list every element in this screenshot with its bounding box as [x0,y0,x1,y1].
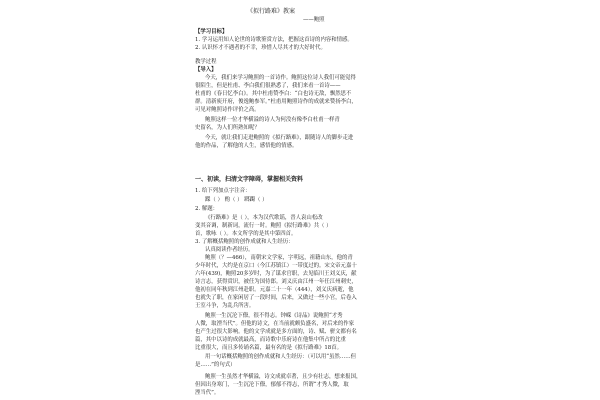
process-heading: 教学过程 [195,59,217,65]
intro-p1-line: 杜甫的《春日忆李白》。其中杜甫赞李白：“白也诗无敌，飘然思不 [195,91,352,97]
bio2-line: 篇，其中以诗的成就最高，而诗歌中乐府诗在他集中所占的比重 [195,337,346,343]
question-1-items: 蹀（ ） 酌（ ） 踯躅（ ） [205,197,268,203]
question-3-sub: 认真阅读作者经历。 [205,247,254,253]
goal-1: 1. 学习运用知人论世的诗歌鉴赏方法，把握这首诗的内容和情感。 [195,37,353,43]
question-2-line: 变其音调，制新词，流行一时。鲍照《拟行路难》共（ ） [195,223,332,229]
summary-line: 湮当代”。 [195,390,220,396]
intro-p1-line: 可见对鲍照诗作评价之高。 [195,107,260,113]
bio-task-line: 用一句话概括鲍照的创作成就和人生经历：（可以用“虽然……但 [205,354,356,360]
bio-line: 诗言志，获得赏识，被任为国侍郎。刘义庆由江州一年任江州刺史， [195,279,357,285]
intro-p2-line: 史留名，为人们所熟知呢？ [195,125,260,131]
summary-line: 鲍照一生虽然才华横溢，诗文成就卓著，且少有壮志，想来报国， [205,374,362,380]
bio-line: 也就失了职，在家闲居了一段时间，后来，又做过一些小官，后卷入 [195,295,357,301]
intro-p1-line: 今天，我们来学习鲍照的一首诗作。鲍照这位诗人我们可能觉得 [205,75,356,81]
bio-line: 六年(439)，鲍照20多岁时，为了谋求官职，去见临川王刘义庆，献 [195,271,357,277]
goal-2: 2. 认识怀才不遇者的不幸，珍惜人尽其才的大好时代。 [195,45,326,51]
document-page [195,6,425,398]
bio-task-line: 是……”的句式） [195,362,236,368]
bio-line: 少年时代，大约是在京口（今江苏镇江）一带度过的。宋文帝元嘉十 [195,263,357,269]
doc-author: ——鲍照 [303,17,325,23]
intro-p3-line: 他的作品，了解他的人生，感悟他的情感。 [195,143,298,149]
bio-line: 他初在同年秋到江州赴职。元嘉二十一年（444），刘义庆病逝，他 [195,287,354,293]
intro-p1-line: 群。清新庾开府，俊逸鲍参军。”杜甫用鲍照诗作的成就来赞扬李白， [195,99,357,105]
question-2-line: 首，歌咏（ ）。本文所学的是其中第四首。 [195,231,297,237]
section1-heading: 一、初读，扫清文字障碍，掌握相关资料 [195,176,304,183]
intro-heading: 【导入】 [195,67,217,73]
intro-p2-line: 鲍照这样一位才华横溢的诗人为何没有像李白杜甫一样青 [205,117,340,123]
question-1: 1. 给下列加点字注音： [195,188,251,194]
bio-line: 鲍照（？—466），南朝宋文学家，字明远，祖籍山东，他的青 [205,255,353,261]
goals-heading: 【学习目标】 [195,29,228,35]
bio-line: 王室斗争，为乱兵所害。 [195,303,255,309]
bio2-line: 也产生过很大影响。他的文学成就是多方面的，诗、赋、骈文都有名 [195,329,357,335]
intro-p3-line: 今天，就让我们走进鲍照的《拟行路难》，跟随诗人的脚步走进 [205,135,354,141]
question-3: 3. 了解概括鲍照的创作成就和人生经历： [195,239,294,245]
summary-line: 但因出身寒门，一生沉沦下僚，郁郁不得志，所谓“才秀人微，取 [195,382,349,388]
question-2-line: 《行路难》是（ ），本为汉代歌谣，晋人袁山松改 [205,215,323,221]
bio2-line: 人微，取湮当代”。但他的诗文，在当前就颇负盛名，对后来的作家 [195,321,355,327]
doc-title: 《拟行路难》教案 [247,8,296,15]
bio2-line: 比重很大，而且多传诵名篇，最有名的是《拟行路难》18首。 [195,345,343,351]
intro-p1-line: 很陌生，但是杜甫、李白我们很熟悉了，我们来看一首诗—— [195,83,341,89]
question-2: 2. 解题： [195,206,219,212]
bio2-line: 鲍照一生沉沦下僚，很不得志。钟嵘《诗品》说鲍照“才秀 [205,313,343,319]
